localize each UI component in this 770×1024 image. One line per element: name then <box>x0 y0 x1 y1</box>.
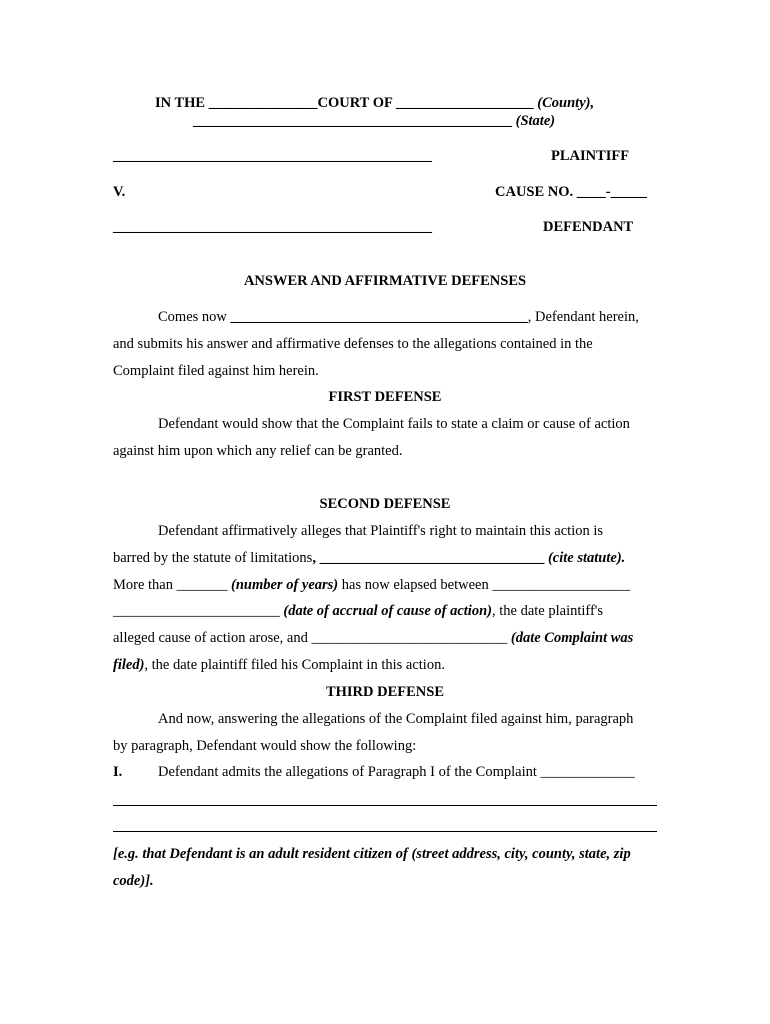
paragraph-number: I. <box>113 764 123 780</box>
second-defense-heading: SECOND DEFENSE <box>319 496 451 512</box>
defendant-name-blank: _________________________________________ <box>230 309 528 325</box>
versus-label: V. <box>113 184 126 200</box>
intro-line-1 <box>158 308 639 326</box>
intro-line-3: Complaint filed against him herein. <box>113 363 319 379</box>
arose-text: alleged cause of action arose, and ___________________________ <box>113 630 508 646</box>
second-defense-line-4 <box>113 602 603 620</box>
second-defense-line-1: Defendant affirmatively alleges that Plaintiff's right to maintain this action is <box>158 523 604 539</box>
state-blank: ____________________________________________ <box>193 113 512 129</box>
accrual-blank: _______________________ <box>113 603 280 619</box>
court-line <box>155 94 594 112</box>
third-defense-line-2: by paragraph, Defendant would show the following: <box>113 738 417 754</box>
answer-blank-line-1 <box>113 805 657 806</box>
number-of-years-label: (number of years) <box>231 577 339 593</box>
second-defense-line-2 <box>113 549 625 567</box>
third-defense-heading: THIRD DEFENSE <box>325 684 445 700</box>
county-label: (County), <box>537 95 595 111</box>
statute-blank: , _______________________________ <box>312 550 545 566</box>
court-line-text: IN THE _______________COURT OF ___________________ <box>155 95 534 111</box>
first-defense-line-1: Defendant would show that the Complaint fails to state a claim or cause of action <box>158 416 630 432</box>
cause-number: CAUSE NO. ____-_____ <box>495 184 647 200</box>
second-defense-line-6 <box>113 656 445 674</box>
intro-start: Comes now <box>158 309 227 325</box>
first-defense-line-2: against him upon which any relief can be granted. <box>113 443 403 459</box>
limitations-text: barred by the statute of limitations <box>113 550 313 566</box>
plaintiff-label: PLAINTIFF <box>551 148 630 164</box>
second-defense-line-3 <box>113 576 630 594</box>
second-defense-line-5 <box>113 629 633 647</box>
defendant-blank: ____________________________________________ <box>113 219 432 235</box>
filed-end-text: , the date plaintiff filed his Complaint in this action. <box>144 657 445 673</box>
intro-line-2: and submits his answer and affirmative defenses to the allegations contained in the <box>113 336 593 352</box>
answer-blank-line-2 <box>113 831 657 832</box>
document-title: ANSWER AND AFFIRMATIVE DEFENSES <box>243 273 527 289</box>
more-than-text: More than _______ <box>113 577 228 593</box>
elapsed-text: has now elapsed between ___________________ <box>341 577 631 593</box>
paragraph-i-text: Defendant admits the allegations of Paragraph I of the Complaint _____________ <box>158 764 635 780</box>
accrual-end-text: , the date plaintiff's <box>491 603 604 619</box>
intro-end: , Defendant herein, <box>527 309 639 325</box>
first-defense-heading: FIRST DEFENSE <box>328 389 442 405</box>
complaint-filed-label-2: filed) <box>113 657 145 673</box>
state-line <box>193 112 555 130</box>
third-defense-line-1: And now, answering the allegations of the Complaint filed against him, paragraph <box>158 711 634 727</box>
plaintiff-blank: ____________________________________________ <box>113 148 432 164</box>
defendant-label: DEFENDANT <box>543 219 634 235</box>
complaint-filed-label-1: (date Complaint was <box>510 630 634 646</box>
example-line-1: [e.g. that Defendant is an adult resident citizen of (street address, city, county, state, zip <box>113 846 631 862</box>
example-line-2: code)]. <box>113 873 154 889</box>
cite-statute-label: (cite statute). <box>547 550 626 566</box>
state-label: (State) <box>515 113 556 129</box>
accrual-date-label: (date of accrual of cause of action) <box>283 603 492 619</box>
